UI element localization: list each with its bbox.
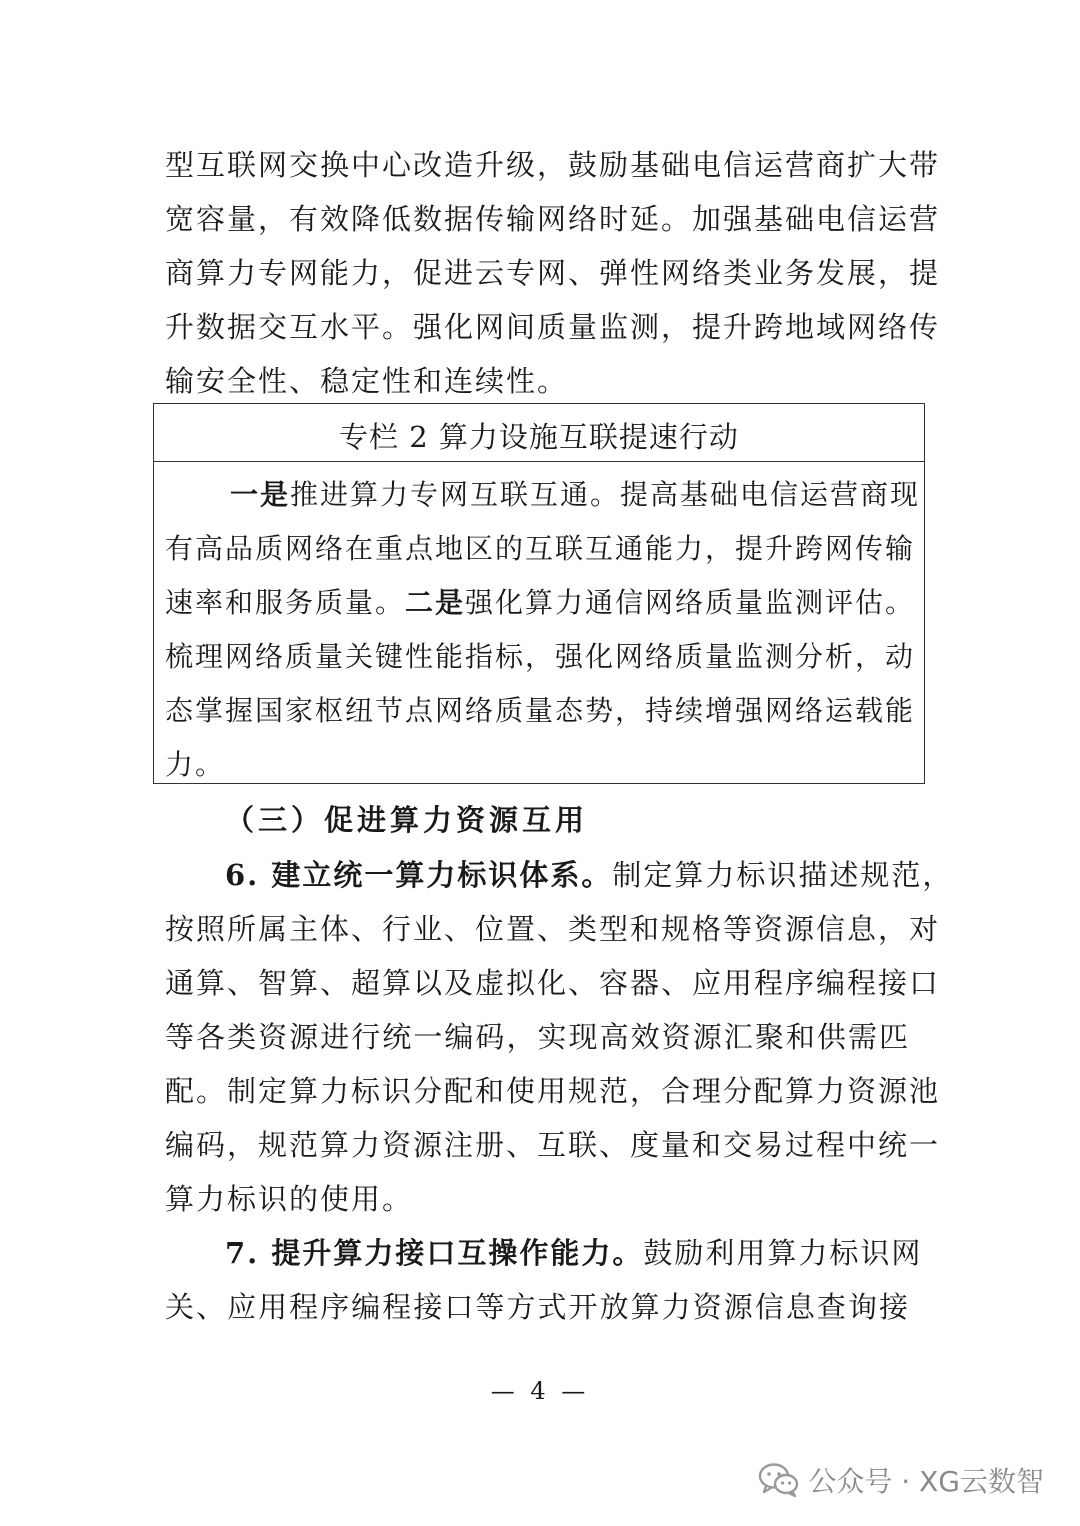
paragraph-line bbox=[225, 1233, 923, 1273]
column-box-line bbox=[165, 583, 916, 623]
bold-lead: 一是 bbox=[230, 478, 291, 511]
page-number: — 4 — bbox=[490, 1377, 590, 1405]
paragraph-line: 配。制定算力标识分配和使用规范，合理分配算力资源池 bbox=[165, 1074, 941, 1108]
watermark-text: 公众号 · XG云数智 bbox=[808, 1465, 1044, 1498]
paragraph-line: 编码，规范算力资源注册、互联、度量和交易过程中统一 bbox=[165, 1128, 941, 1162]
paragraph-line: 型互联网交换中心改造升级，鼓励基础电信运营商扩大带 bbox=[165, 148, 941, 182]
section-heading: （三）促进算力资源互用 bbox=[225, 803, 589, 837]
paragraph-line: 关、应用程序编程接口等方式开放算力资源信息查询接 bbox=[165, 1290, 910, 1324]
column-box-text: 推进算力专网互联互通。提高基础电信运营商现 bbox=[290, 478, 921, 511]
column-box-title: 专栏 2 算力设施互联提速行动 bbox=[339, 420, 739, 454]
column-box-line bbox=[230, 475, 921, 515]
paragraph-line: 升数据交互水平。强化网间质量监测，提升跨地域网络传 bbox=[165, 310, 941, 344]
paragraph-line: 等各类资源进行统一编码，实现高效资源汇聚和供需匹 bbox=[165, 1020, 910, 1054]
column-box-line: 力。 bbox=[165, 748, 226, 781]
paragraph-line: 商算力专网能力，促进云专网、弹性网络类业务发展，提 bbox=[165, 256, 941, 290]
paragraph-line: 算力标识的使用。 bbox=[165, 1182, 414, 1216]
paragraph-text: 鼓励利用算力标识网 bbox=[643, 1236, 923, 1270]
paragraph-line: 输安全性、稳定性和连续性。 bbox=[165, 364, 569, 398]
paragraph-line bbox=[225, 855, 954, 895]
column-box-line: 梳理网络质量关键性能指标，强化网络质量监测分析，动 bbox=[165, 640, 916, 673]
item-heading: 7. 提升算力接口互操作能力。 bbox=[225, 1236, 644, 1270]
wechat-icon bbox=[758, 1462, 800, 1498]
paragraph-line: 按照所属主体、行业、位置、类型和规格等资源信息，对 bbox=[165, 912, 941, 946]
column-box-line: 有高品质网络在重点地区的互联互通能力，提升跨网传输 bbox=[165, 532, 916, 565]
column-box-text: 强化算力通信网络质量监测评估。 bbox=[465, 586, 916, 619]
column-box-divider bbox=[153, 461, 925, 462]
column-box-line: 态掌握国家枢纽节点网络质量态势，持续增强网络运载能 bbox=[165, 694, 916, 727]
column-box-text: 速率和服务质量。 bbox=[165, 586, 406, 619]
item-heading: 6. 建立统一算力标识体系。 bbox=[225, 858, 613, 892]
paragraph-line: 通算、智算、超算以及虚拟化、容器、应用程序编程接口 bbox=[165, 966, 941, 1000]
paragraph-line: 宽容量，有效降低数据传输网络时延。加强基础电信运营 bbox=[165, 202, 941, 236]
watermark bbox=[758, 1458, 1044, 1502]
paragraph-text: 制定算力标识描述规范， bbox=[612, 858, 954, 892]
bold-lead: 二是 bbox=[405, 586, 466, 619]
